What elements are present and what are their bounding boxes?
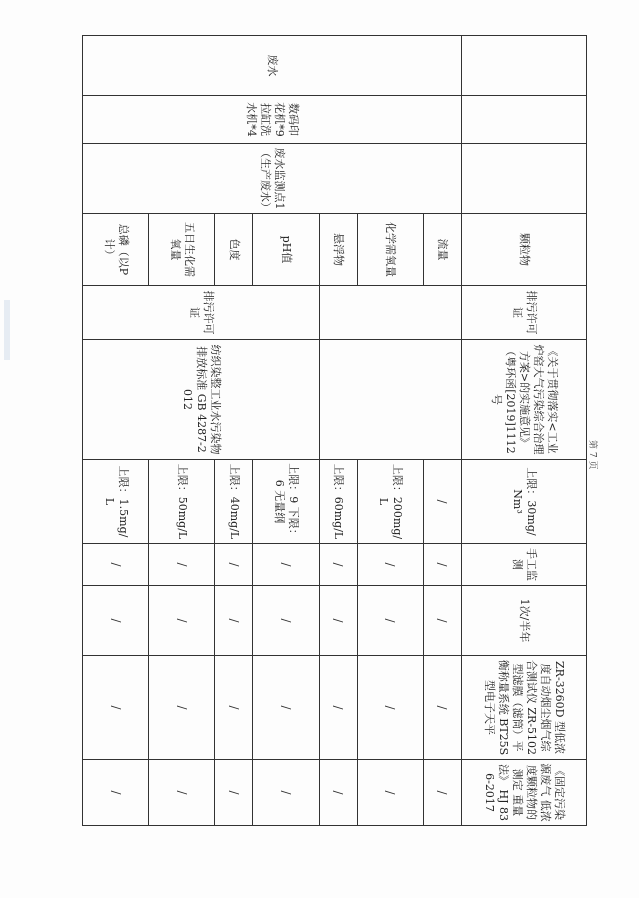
monitoring-table	[82, 35, 587, 826]
limit-cell: 上限：40mg/L	[215, 460, 253, 544]
page-number: 第 7 页	[587, 440, 597, 470]
limit-cell: 上限：200mg/L	[357, 460, 423, 544]
basis-cell	[319, 340, 461, 460]
limit-cell: 上限：60mg/L	[319, 460, 357, 544]
slash-cell: /	[253, 586, 319, 656]
slash-cell: /	[83, 544, 149, 586]
slash-cell: /	[83, 656, 149, 760]
category-cell: 废水	[83, 36, 462, 96]
basis-cell: 《关于贯彻落实<工业炉窑大气污染综合治理方案>的实施意见》（粤环函[2019]1112号	[462, 340, 587, 460]
slash-cell: /	[253, 760, 319, 826]
limit-cell: 上限：30mg/Nm³	[462, 460, 587, 544]
source-type-cell: 排污许可证	[462, 286, 587, 340]
table-row	[423, 36, 461, 826]
table-row	[462, 36, 587, 826]
slash-cell: /	[215, 760, 253, 826]
source-type-cell	[319, 286, 461, 340]
slash-cell: /	[215, 544, 253, 586]
item-cell: 色度	[215, 214, 253, 286]
slash-cell: /	[423, 760, 461, 826]
limit-cell: 上限：1.5mg/L	[83, 460, 149, 544]
item-cell: 化学需氧量	[357, 214, 423, 286]
slash-cell: /	[357, 586, 423, 656]
item-cell: 流量	[423, 214, 461, 286]
slash-cell: /	[83, 760, 149, 826]
header-cell-1	[462, 36, 587, 96]
slash-cell: /	[83, 586, 149, 656]
slash-cell: /	[319, 656, 357, 760]
slash-cell: /	[215, 656, 253, 760]
slash-cell: /	[423, 586, 461, 656]
slash-cell: /	[423, 656, 461, 760]
rotated-table-block	[82, 35, 587, 825]
instrument-cell: ZR-3260D 型低浓度自动烟尘烟气综合测试仪 ZR-5102 型滤膜（滤筒）平衡称量系统 BT25S 型电子天平	[462, 656, 587, 760]
slash-cell: /	[357, 544, 423, 586]
slash-cell: /	[319, 760, 357, 826]
slash-cell: /	[149, 760, 215, 826]
pollutant-cell: 颗粒物	[462, 214, 587, 286]
equipment-cell: 数码印花机*9 拉缸洗水机*4	[83, 96, 462, 144]
slash-cell: /	[357, 656, 423, 760]
frequency-cell: 1次/半年	[462, 586, 587, 656]
method-cell: 手工监测	[462, 544, 587, 586]
item-cell: pH值	[253, 214, 319, 286]
slash-cell: /	[149, 586, 215, 656]
item-cell: 悬浮物	[319, 214, 357, 286]
slash-cell: /	[357, 760, 423, 826]
limit-cell: /	[423, 460, 461, 544]
source-type-cell: 排污许可证	[83, 286, 320, 340]
slash-cell: /	[149, 656, 215, 760]
slash-cell: /	[319, 586, 357, 656]
point-cell: 废水监测点1（生产废水）	[83, 144, 462, 214]
slash-cell: /	[149, 544, 215, 586]
scan-edge-mark	[4, 300, 10, 360]
header-cell-2	[462, 96, 587, 144]
basis-cell: 纺织染整工业水污染物排放标准 GB 4287-2012	[83, 340, 320, 460]
item-cell: 五日生化需氧量	[149, 214, 215, 286]
header-cell-3	[462, 144, 587, 214]
slash-cell: /	[319, 544, 357, 586]
limit-cell: 上限：50mg/L	[149, 460, 215, 544]
slash-cell: /	[423, 544, 461, 586]
standard-cell: 《固定污染源废气 低浓度颗粒物的测定 重量法》 HJ 836-2017	[462, 760, 587, 826]
item-cell: 总磷（以P计）	[83, 214, 149, 286]
slash-cell: /	[253, 544, 319, 586]
limit-cell: 上限：9 下限：6 无量纲	[253, 460, 319, 544]
slash-cell: /	[215, 586, 253, 656]
slash-cell: /	[253, 656, 319, 760]
